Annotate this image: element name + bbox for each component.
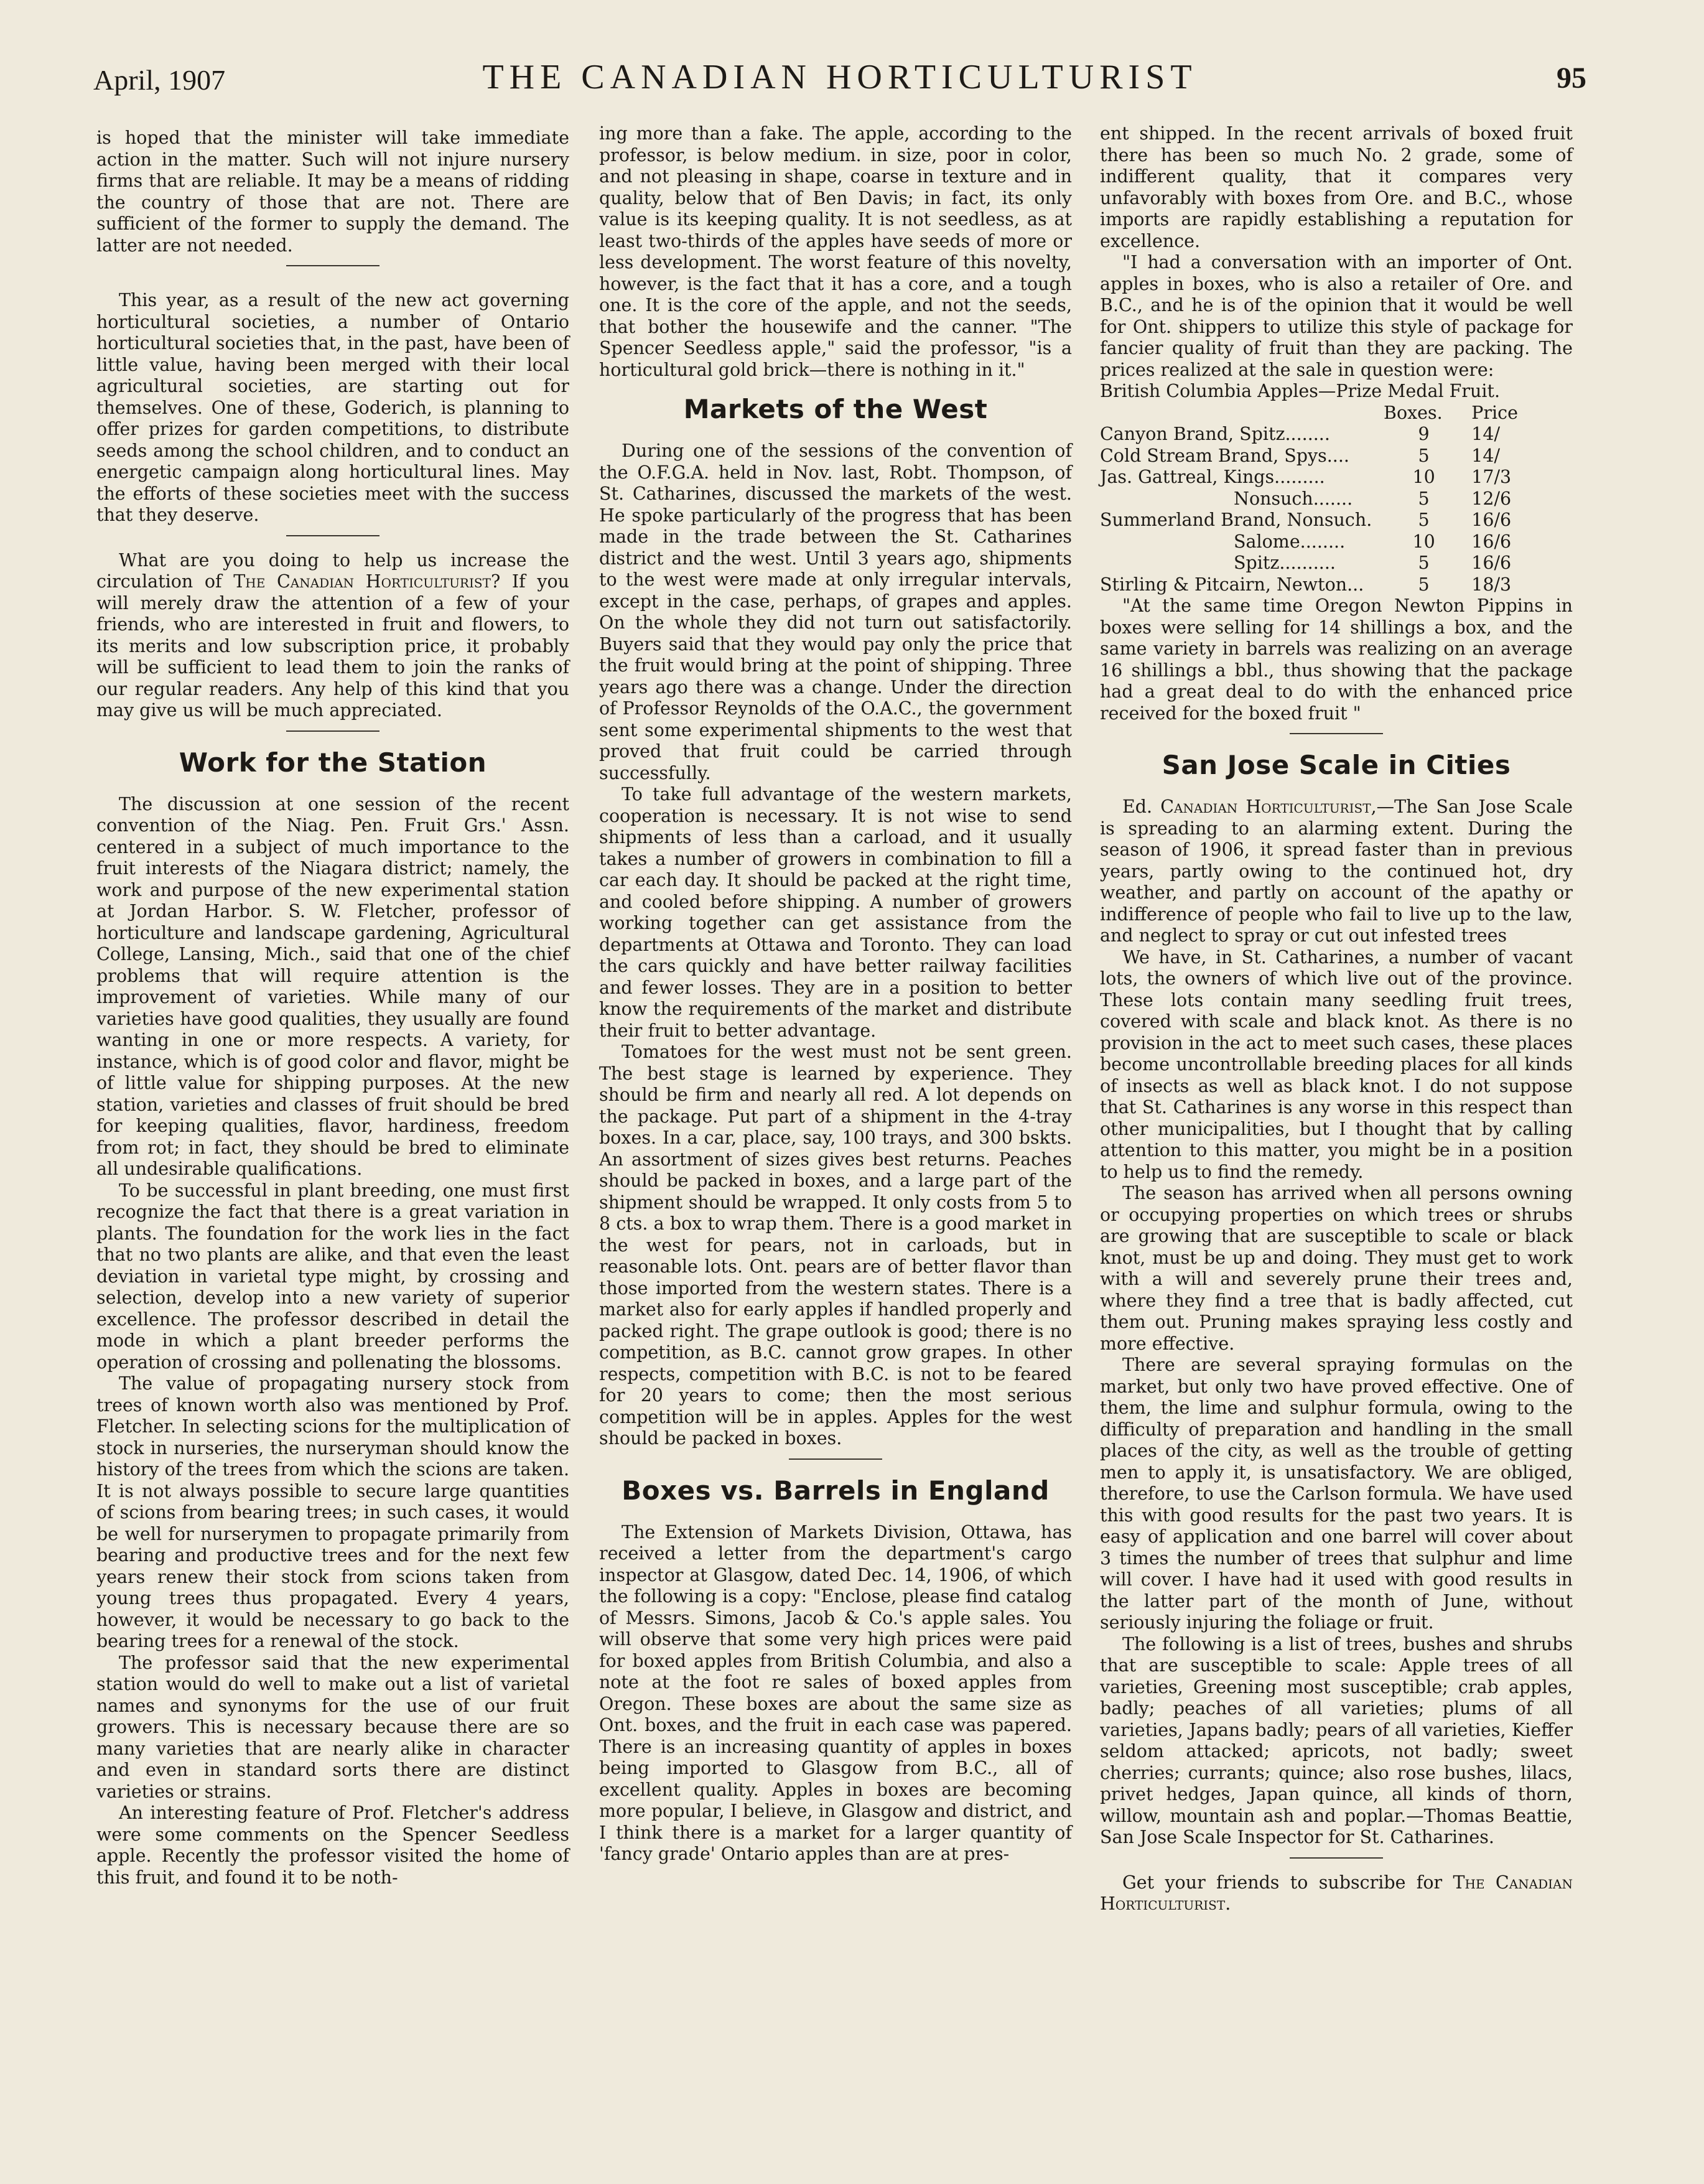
- paragraph: ent shipped. In the recent arrivals of boxed fruit there has been so much No. 2 grade, some of indifferent quality, that it compares very unfavorably with boxes from Ore. and B.C., whose imports are rapidly establishing a reputation for excellence.: [1100, 123, 1573, 251]
- paragraph: The discussion at one session of the recent convention of the Niag. Pen. Fruit Grs.' Assn. centered in a subject of much importance to the fruit interests of the Niagara district; namely, the work and purpose of the new experimental station at Jordan Harbor. S. W. Fletcher, professor of horticulture and landscape gardening, Agricultural College, Lansing, Mich., said that one of the chief problems that will require attention is the improvement of varieties. While many of our varieties have good qualities, they usually are found wanting in one or more respects. A variety, for instance, which is of good color and flavor, might be of little value for shipping purposes. At the new station, varieties and classes of fruit should be bred for keeping qualities, flavor, hardiness, freedom from rot; in fact, they should be bred to eliminate all undesirable qualifications.: [96, 793, 569, 1179]
- paragraph: [1100, 1872, 1573, 1915]
- paragraph: This year, as a result of the new act governing horticultural societies, a number of Ontario horticultural societies that, in the past, have been of little value, having been merged with their local agricultural societies, are starting out for themselves. One of these, Goderich, is planning to offer prizes for garden competitions, to distribute seeds among the school children, and to conduct an energetic campaign along horticultural lines. May the efforts of these societies meet with the success that they deserve.: [96, 290, 569, 525]
- divider-rule: [1290, 733, 1383, 734]
- price-table: [1100, 403, 1573, 596]
- paragraph: We have, in St. Catharines, a number of vacant lots, the owners of which live out of the province. These lots contain many seedling fruit trees, covered with scale and black knot. As there is no provision in the act to meet such cases, these places become uncontrollable breeding places for all kinds of insects as well as black knot. I do not suppose that St. Catharines is any worse in this respect than other municipalities, but I thought that by calling attention to this matter, you might be in a position to help us to find the remedy.: [1100, 946, 1573, 1182]
- table-cell: Canyon Brand, Spitz........: [1100, 424, 1330, 444]
- divider-rule: [1290, 1857, 1383, 1859]
- magazine-title: THE CANADIAN HORTICULTURIST: [482, 58, 1198, 96]
- table-cell: 18/3: [1471, 574, 1512, 595]
- column-1: [96, 128, 569, 1888]
- table-cell: 12/6: [1471, 488, 1512, 509]
- table-row: [1100, 531, 1573, 553]
- paragraph: The professor said that the new experimental station would do well to make out a list of varietal names and synonyms for the use of our fruit growers. This is necessary because there are so many varieties that are nearly alike in character and even in standard sorts there are distinct varieties or strains.: [96, 1652, 569, 1802]
- paragraph: [96, 550, 569, 722]
- page-header: [93, 57, 1586, 107]
- table-cell: 5: [1418, 510, 1430, 530]
- magazine-name: Canadian Horticulturist: [1160, 796, 1371, 817]
- table-header-cell: Boxes.: [1384, 402, 1443, 423]
- table-cell: Spitz..........: [1234, 553, 1336, 573]
- text-run: What are you doing to help us increase the circulation of: [96, 549, 569, 592]
- table-cell: Cold Stream Brand, Spys....: [1100, 445, 1349, 466]
- paragraph: "I had a conversation with an importer of Ont. apples in boxes, who is also a retailer of Ore. and B.C., and he is of the opinion that it would be well for Ont. shippers to utilize this style of package for fancier quality of fruit than they are packing. The prices realized at the sale in question were:: [1100, 252, 1573, 380]
- divider-rule: [286, 535, 379, 536]
- table-cell: 5: [1418, 445, 1430, 466]
- table-header-cell: Price: [1471, 402, 1518, 423]
- table-cell: 5: [1418, 488, 1430, 509]
- divider-rule: [789, 1458, 882, 1460]
- paragraph: "At the same time Oregon Newton Pippins in boxes were selling for 14 shillings a box, and the same variety in barrels was realizing on an average 16 shillings a bbl., thus showing that the package had a great deal to do with the enhanced price received for the boxed fruit ": [1100, 595, 1573, 724]
- paragraph: The value of propagating nursery stock from trees of known worth also was mentioned by Prof. Fletcher. In selecting scions for the multiplication of stock in nurseries, the nurseryman should know the history of the trees from which the scions are taken. It is not always possible to secure large quantities of scions from bearing trees; in such cases, it would be well for nurserymen to propagate primarily from bearing and productive trees and for the next few years renew their stock from scions taken from young trees thus propagated. Every 4 years, however, it would be necessary to go back to the bearing trees for a renewal of the stock.: [96, 1373, 569, 1651]
- text-run: ,—The San Jose Scale is spreading to an alarming extent. During the season of 1906, it spread faster than in previous years, partly owing to the continued hot, dry weather, and partly on account of the apathy or indifference of people who fail to live up to the law, and neglect to spray or cut out infested trees: [1100, 796, 1573, 946]
- table-header-row: [1100, 403, 1573, 424]
- table-cell: 17/3: [1471, 467, 1512, 487]
- table-cell: 16/6: [1471, 531, 1512, 552]
- text-run: .: [1225, 1893, 1231, 1914]
- table-cell: Stirling & Pitcairn, Newton...: [1100, 574, 1364, 595]
- paragraph: To be successful in plant breeding, one must first recognize the fact that there is a great variation in plants. The foundation for the work lies in the fact that no two plants are alike, and that even the least deviation in varietal type might, by crossing and selection, develop into a new variety of superior excellence. The professor described in detail the mode in which a plant breeder performs the operation of crossing and pollenating the blossoms.: [96, 1180, 569, 1373]
- section-heading: Markets of the West: [683, 394, 988, 424]
- section-heading: Work for the Station: [179, 747, 487, 778]
- paragraph: The season has arrived when all persons owning or occupying properties on which trees or shrubs are growing that are susceptible to scale or black knot, must be up and doing. They must get to work with a will and severely prune their trees and, where they find a tree that is badly affected, cut them out. Pruning makes spraying less costly and more effective.: [1100, 1183, 1573, 1354]
- divider-rule: [286, 265, 379, 266]
- table-row: [1100, 510, 1573, 531]
- column-2: [599, 123, 1072, 1865]
- table-cell: Jas. Gattreal, Kings.........: [1100, 467, 1325, 487]
- table-row: [1100, 467, 1573, 488]
- issue-date: April, 1907: [93, 64, 226, 96]
- table-caption: British Columbia Apples—Prize Medal Fruit.: [1100, 381, 1501, 401]
- magazine-name: The Canadian Horticulturist: [1100, 1872, 1573, 1914]
- section-heading: San Jose Scale in Cities: [1162, 750, 1511, 780]
- table-cell: Nonsuch.......: [1234, 488, 1353, 509]
- table-cell: Summerland Brand, Nonsuch.: [1100, 510, 1372, 530]
- table-cell: 16/6: [1471, 553, 1512, 573]
- magazine-name: The Canadian Horticulturist: [233, 571, 491, 592]
- table-row: [1100, 574, 1573, 596]
- section-heading: Boxes vs. Barrels in England: [622, 1475, 1050, 1506]
- table-header-cell: [1100, 403, 1384, 424]
- table-cell: 5: [1418, 574, 1430, 595]
- text-run: Ed.: [1122, 796, 1161, 817]
- text-run: Get your friends to subscribe for: [1122, 1872, 1453, 1893]
- paragraph: [1100, 796, 1573, 947]
- table-cell: 14/: [1471, 424, 1501, 444]
- page-number: 95: [1557, 62, 1586, 95]
- paragraph: During one of the sessions of the convention of the O.F.G.A. held in Nov. last, Robt. Thompson, of St. Catharines, discussed the markets of the west. He spoke particularly of the progress that has been made in the trade between the St. Catharines district and the west. Until 3 years ago, shipments to the west were made at only irregular intervals, except in the case, perhaps, of grapes and apples. On the whole they did not turn out satisfactorily. Buyers said that they would pay only the price that the fruit would bring at the point of shipping. Three years ago there was a change. Under the direction of Professor Reynolds of the O.A.C., the government sent some experimental shipments to the west that proved that fruit could be carried through successfully.: [599, 441, 1072, 783]
- paragraph: The following is a list of trees, bushes and shrubs that are susceptible to scale: Apple trees of all varieties, Greening most susceptible; crab apples, badly; peaches of all varieties; plums of all varieties, Japans badly; pears of all varieties, Kieffer seldom attacked; apricots, not badly; sweet cherries; currants; quince; also rose bushes, lilacs, privet hedges, Japan quince, all kinds of thorn, willow, mountain ash and poplar.—Thomas Beattie, San Jose Scale Inspector for St. Catharines.: [1100, 1633, 1573, 1847]
- paragraph: An interesting feature of Prof. Fletcher's address were some comments on the Spencer Seedless apple. Recently the professor visited the home of this fruit, and found it to be noth-: [96, 1803, 569, 1888]
- table-row: [1100, 424, 1573, 446]
- divider-rule: [286, 730, 379, 732]
- table-cell: 9: [1418, 424, 1430, 444]
- table-cell: 10: [1412, 467, 1435, 487]
- table-cell: 14/: [1471, 445, 1501, 466]
- table-row: [1100, 446, 1573, 467]
- paragraph: is hoped that the minister will take immediate action in the matter. Such will not injure nursery firms that are reliable. It may be a means of ridding the country of those that are not. There are sufficient of the former to supply the demand. The latter are not needed.: [96, 128, 569, 256]
- table-cell: 10: [1412, 531, 1435, 552]
- table-row: [1100, 488, 1573, 510]
- table-cell: 16/6: [1471, 510, 1512, 530]
- paragraph: There are several spraying formulas on the market, but only two have proved effective. One of them, the lime and sulphur formula, owing to the difficulty of preparation and handling in the small places of the city, as well as the trouble of getting men to apply it, is unsatisfactory. We are obliged, therefore, to use the Carlson formula. We have used this with good results for the past two years. It is easy of application and one barrel will cover about 3 times the number of trees that sulphur and lime will cover. I have had it used with good results in the latter part of the month of June, without seriously injuring the foliage or fruit.: [1100, 1355, 1573, 1633]
- table-cell: 5: [1418, 553, 1430, 573]
- table-row: [1100, 553, 1573, 574]
- column-3: [1100, 123, 1573, 1915]
- paragraph: ing more than a fake. The apple, according to the professor, is below medium. in size, poor in color, and not pleasing in shape, coarse in texture and in quality, below that of Ben Davis; in fact, its only value is its keeping quality. It is not seedless, as at least two-thirds of the apples have seeds of more or less development. The worst feature of this novelty, however, is the fact that it has a core, and a tough one. It is the core of the apple, and not the seeds, that bother the housewife and the canner. "The Spencer Seedless apple," said the professor, "is a horticultural gold brick—there is nothing in it.": [599, 123, 1072, 380]
- text-run: ? If you will merely draw the attention of a few of your friends, who are interested in fruit and flowers, to its merits and low subscription price, it probably will be sufficient to lead them to join the ranks of our regular readers. Any help of this kind that you may give us will be much appreciated.: [96, 571, 569, 721]
- paragraph: Tomatoes for the west must not be sent green. The best stage is learned by experience. They should be firm and nearly all red. A lot depends on the package. Put part of a shipment in the 4-tray boxes. In a car, place, say, 100 trays, and 300 bskts. An assortment of sizes gives best returns. Peaches should be packed in boxes, and a large part of the shipment should be wrapped. It only costs from 5 to 8 cts. a box to wrap them. There is a good market in the west for pears, not in carloads, but in reasonable lots. Ont. pears are of better flavor than those imported from the western states. There is a market also for early apples if handled properly and packed right. The grape outlook is good; there is no competition, as B.C. cannot grow grapes. In other respects, competition with B.C. is not to be feared for 20 years to come; then the most serious competition will be in apples. Apples for the west should be packed in boxes.: [599, 1042, 1072, 1449]
- table-cell: Salome........: [1234, 531, 1346, 552]
- paragraph: To take full advantage of the western markets, cooperation is necessary. It is not wise to send shipments of less than a carload, and it usually takes a number of growers in combination to fill a car each day. It should be packed at the right time, and cooled before shipping. A number of growers working together can get assistance from the departments at Ottawa and Toronto. They can load the cars quickly and have better railway facilities and fewer losses. They are in a position to better know the requirements of the market and distribute their fruit to better advantage.: [599, 784, 1072, 1041]
- paragraph: The Extension of Markets Division, Ottawa, has received a letter from the department's cargo inspector at Glasgow, dated Dec. 14, 1906, of which the following is a copy: "Enclose, please find catalog of Messrs. Simons, Jacob & Co.'s apple sales. You will observe that some very high prices were paid for boxed apples from British Columbia, and also a note at the foot re sales of boxed apples from Oregon. These boxes are about the same size as Ont. boxes, and the fruit in each case was papered. There is an increasing quantity of apples in boxes being imported to Glasgow from B.C., all of excellent quality. Apples in boxes are becoming more popular, I believe, in Glasgow and district, and I think there is a market for a larger quantity of 'fancy grade' Ontario apples than are at pres-: [599, 1521, 1072, 1864]
